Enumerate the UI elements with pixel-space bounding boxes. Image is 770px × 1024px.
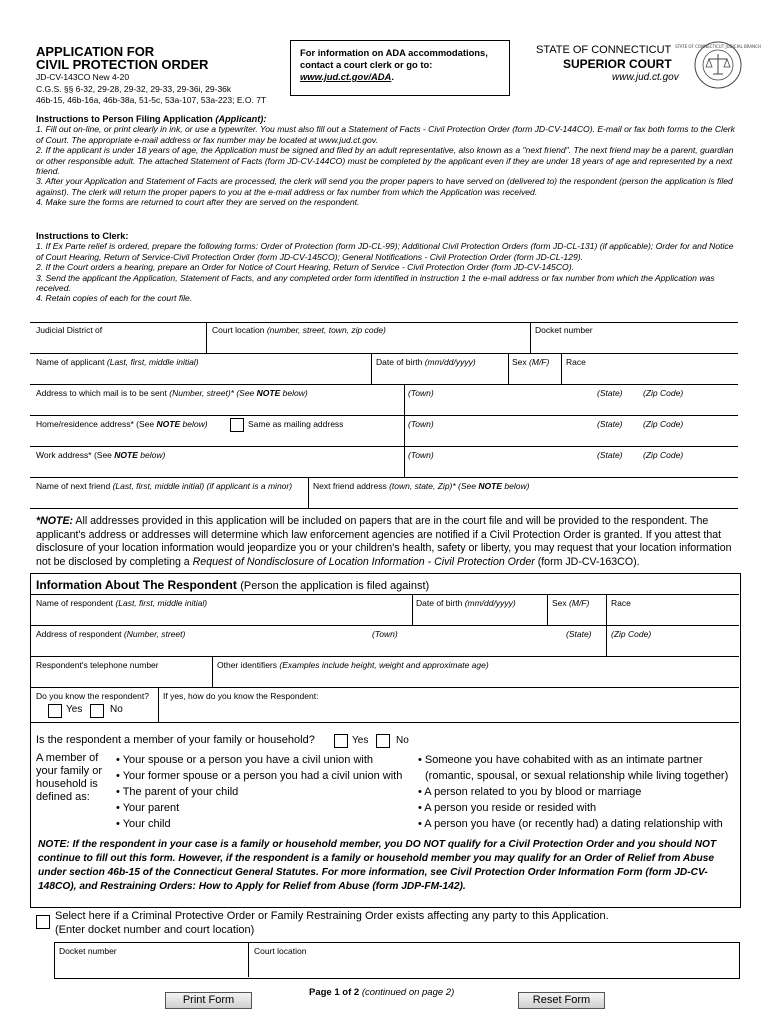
respondent-name-input[interactable] [32, 608, 410, 623]
court-location-input[interactable] [208, 336, 528, 351]
home-zip-label: (Zip Code) [643, 419, 684, 429]
clerk-instructions [36, 231, 738, 304]
family-bullet: • A person you have (or recently had) a dating relationship with [418, 818, 723, 830]
respondent-name-hint: (Last, first, middle initial) [115, 598, 208, 608]
next-friend-name-hint: (Last, first, middle initial) (if applicant is a minor) [112, 481, 293, 491]
family-note: NOTE: If the respondent in your case is a family or household member, you DO NOT qualify for a Civil Protection Order and you should NOT continue to fill out this form. However, if the respondent is a family or household member you may qualify for an Order of Relief from Abuse under section 46b-15 of the Connecticut General Statutes. For more information, see Civil Protection Order Information Form (form JD-CV-148CO), and Restraining Orders: How to Apply for Relief from Abuse (form JDP-FM-142). [38, 839, 717, 892]
sex-hint: (M/F) [529, 357, 550, 367]
court-location-hint: (number, street, town, zip code) [266, 325, 386, 335]
applicant-name-label: Name of applicant [36, 357, 105, 367]
family-bullet: • The parent of your child [116, 786, 239, 798]
work-zip-label: (Zip Code) [643, 450, 684, 460]
mail-address-input[interactable] [32, 398, 402, 413]
next-friend-name-label: Name of next friend [36, 481, 111, 491]
address-note-label: *NOTE: [36, 515, 74, 527]
applicant-instructions [36, 114, 738, 208]
respondent-race-input[interactable] [608, 608, 737, 623]
next-friend-name-input[interactable] [32, 492, 306, 506]
respondent-town-label: (Town) [372, 629, 398, 639]
respondent-sex-hint: (M/F) [569, 598, 590, 608]
docket-number-input[interactable] [532, 336, 736, 351]
dob-label: Date of birth [376, 357, 423, 367]
applicant-name-input[interactable] [32, 367, 369, 382]
print-form-button[interactable]: Print Form [165, 992, 252, 1009]
ada-link-suffix: . [391, 71, 394, 82]
member-definition [36, 752, 102, 804]
svg-text:STATE OF CONNECTICUT JUDICIAL: STATE OF CONNECTICUT JUDICIAL BRANCH [675, 44, 761, 49]
member-def-line-1: A member of [36, 752, 99, 764]
respondent-address-hint: (Number, street) [123, 629, 186, 639]
work-address-input[interactable] [32, 461, 402, 475]
family-bullet: • Your former spouse or a person you had a civil union with [116, 770, 403, 782]
respondent-zip-input[interactable] [608, 639, 737, 654]
family-no-checkbox[interactable] [376, 734, 390, 748]
other-identifiers-label: Other identifiers [217, 660, 277, 670]
applicant-instructions-heading-suffix: (Applicant): [215, 114, 267, 124]
form-title-line2: CIVIL PROTECTION ORDER [36, 57, 209, 72]
home-town-label: (Town) [408, 419, 434, 429]
state-seal-icon [675, 40, 761, 90]
criminal-order-checkbox[interactable] [36, 915, 50, 929]
below-ref-2: below) [182, 419, 208, 429]
respondent-phone-label: Respondent's telephone number [36, 660, 159, 670]
clerk-instructions-heading: Instructions to Clerk: [36, 231, 129, 241]
member-def-line-3: household is [36, 778, 98, 790]
family-yes-label: Yes [352, 735, 369, 746]
family-bullet: • Someone you have cohabited with as an intimate partner [418, 754, 703, 766]
address-note [36, 515, 740, 569]
mail-zip-label: (Zip Code) [643, 388, 684, 398]
criminal-docket-input[interactable] [56, 957, 246, 975]
family-bullets-right [418, 752, 728, 832]
mail-state-label: (State) [597, 388, 623, 398]
respondent-name-label: Name of respondent [36, 598, 114, 608]
work-town-label: (Town) [408, 450, 434, 460]
statutes-line1: C.G.S. §§ 6-32, 29-28, 29-32, 29-33, 29-36i, 29-36k [36, 84, 232, 94]
state-name: STATE OF CONNECTICUT [536, 44, 672, 56]
sex-label: Sex [512, 357, 527, 367]
applicant-instructions-heading: Instructions to Person Filing Application [36, 114, 213, 124]
respondent-dob-input[interactable] [414, 608, 545, 623]
respondent-sex-input[interactable] [549, 608, 604, 623]
know-no-checkbox[interactable] [90, 704, 104, 718]
applicant-instruction-2: 2. If the applicant is under 18 years of age, the Application must be signed and filed by an adult representative, also known as a "next friend". The next friend may be a parent, guardian or other responsible adult. The attached Statement of Facts (form JD-CV-144CO) must be completed by the applicant even if they are under 18 years of age and represented by a next friend. [36, 145, 734, 177]
next-friend-address-hint: (town, state, Zip)* (See [389, 481, 476, 491]
criminal-court-location-input[interactable] [250, 957, 736, 975]
criminal-order-line1: Select here if a Criminal Protective Order or Family Restraining Order exists affecting any party to this Application. [55, 910, 609, 922]
applicant-sex-input[interactable] [510, 367, 559, 382]
respondent-dob-label: Date of birth [416, 598, 463, 608]
applicant-instruction-1: 1. Fill out on-line, or print clearly in ink, or use a typewriter. You must also fill out a Statement of Facts - Civil Protection Order (form JD-CV-144CO). E-mail or fax both forms to the Clerk of Court. The appropriate e-mail address or fax number may be located at www.jud.ct.gov. [36, 124, 735, 145]
work-town-state-zip-input[interactable] [406, 461, 736, 475]
below-ref-4: below) [504, 481, 530, 491]
ada-line2: contact a court clerk or go to: [300, 59, 433, 70]
applicant-instruction-3: 3. After your Application and Statement of Facts are processed, the clerk will send you the proper papers to have served on (delivered to) the respondent (person the application is filed against). The clerk will return the proper papers to you at the e-mail address or fax number from which the Application was received. [36, 176, 733, 197]
mail-address-hint: (Number, street)* (See [169, 388, 255, 398]
how-know-label: If yes, how do you know the Respondent: [163, 691, 319, 701]
family-bullet: • A person you reside or resided with [418, 802, 597, 814]
below-ref-1: below) [282, 388, 308, 398]
judicial-district-input[interactable] [32, 336, 204, 351]
next-friend-address-label: Next friend address [313, 481, 387, 491]
note-ref-3: NOTE [114, 450, 138, 460]
family-bullet: • A person related to you by blood or marriage [418, 786, 642, 798]
page-label: Page 1 of 2 [309, 987, 360, 998]
form-id: JD-CV-143CO New 4-20 [36, 72, 130, 82]
criminal-order-text [55, 909, 609, 937]
respondent-dob-hint: (mm/dd/yyyy) [464, 598, 516, 608]
respondent-phone-input[interactable] [32, 670, 210, 685]
how-know-input[interactable] [160, 701, 737, 720]
criminal-court-location-label: Court location [254, 946, 307, 956]
address-note-text-b: (form JD-CV-163CO). [534, 555, 640, 568]
member-def-line-2: your family or [36, 765, 103, 777]
ada-line1: For information on ADA accommodations, [300, 47, 488, 58]
know-no-label: No [110, 704, 123, 715]
other-identifiers-hint: (Examples include height, weight and approximate age) [279, 660, 489, 670]
work-address-label: Work address* (See [36, 450, 112, 460]
clerk-instruction-3: 3. Send the applicant the Application, Statement of Facts, and any completed order form identified in instruction 1 the e-mail address or fax number from which the Application was received. [36, 272, 715, 294]
address-note-text-a: All addresses provided in this application will be included on papers that are in the court file and will be provided to the respondent. The applicant's address or addresses will determine which law enforcement agencies are notified if a Civil Protection Order is granted. If you attest that disclosure of your location information would jeopardize you or your children's health, safety or liberty, you may request that your location information not be disclosed by completing a [36, 515, 732, 568]
applicant-race-input[interactable] [563, 367, 736, 382]
clerk-instruction-2: 2. If the Court orders a hearing, prepare an Order for Notice of Court Hearing, Return of Service - Civil Protection Order (form JD-CV-145CO). [36, 262, 574, 273]
know-respondent-label: Do you know the respondent? [36, 691, 149, 701]
clerk-instruction-4: 4. Retain copies of each for the court file. [36, 293, 193, 304]
criminal-docket-label: Docket number [59, 946, 117, 956]
note-ref-1: NOTE [256, 388, 281, 398]
family-bullet-continuation: (romantic, spousal, or sexual relationship while living together) [425, 770, 729, 782]
member-def-line-4: defined as: [36, 791, 90, 803]
home-town-state-zip-input[interactable] [406, 430, 736, 444]
respondent-state-label: (State) [566, 629, 592, 639]
mail-address-label: Address to which mail is to be sent [36, 388, 167, 398]
note-ref-2: NOTE [156, 419, 181, 429]
know-yes-checkbox[interactable] [48, 704, 62, 718]
respondent-zip-label: (Zip Code) [611, 629, 652, 639]
home-state-label: (State) [597, 419, 623, 429]
mail-town-label: (Town) [408, 388, 434, 398]
family-no-label: No [396, 735, 409, 746]
court-website: www.jud.ct.gov [612, 72, 679, 83]
home-address-input[interactable] [32, 430, 402, 444]
mail-town-state-zip-input[interactable] [406, 398, 736, 413]
applicant-instruction-4: 4. Make sure the forms are returned to court after they are served on the respondent. [36, 197, 360, 208]
docket-number-label: Docket number [535, 325, 593, 335]
form-title-line1: APPLICATION FOR [36, 44, 155, 59]
statutes-line2: 46b-15, 46b-16a, 46b-38a, 51-5c, 53a-107, 53a-223; E.O. 7T [36, 95, 267, 105]
family-question: Is the respondent a member of your family or household? [36, 734, 315, 746]
ada-info-box [290, 40, 510, 96]
dob-hint: (mm/dd/yyyy) [424, 357, 476, 367]
respondent-sex-label: Sex [552, 598, 567, 608]
respondent-race-label: Race [611, 598, 631, 608]
judicial-district-label: Judicial District of [36, 325, 103, 335]
court-location-label: Court location [212, 325, 265, 335]
respondent-heading: Information About The Respondent [36, 578, 237, 592]
below-ref-3: below) [140, 450, 166, 460]
applicant-name-hint: (Last, first, middle initial) [106, 357, 199, 367]
respondent-address-label: Address of respondent [36, 629, 122, 639]
home-address-label: Home/residence address* (See [36, 419, 155, 429]
respondent-address-input[interactable] [32, 639, 604, 654]
clerk-instruction-1: 1. If Ex Parte relief is ordered, prepare the following forms: Order of Protection (form JD-CL-99); Additional Civil Protection Orders (form JD-CL-131) (if applicable); Order for and Notice of Court Hearing, Return of Service-Civil Protection Order (form JD-CV-145CO); General Notifications - Civil Protection Order (form JD-CL-129). [36, 241, 734, 262]
family-bullet: • Your child [116, 818, 171, 830]
work-state-label: (State) [597, 450, 623, 460]
continued-label: (continued on page 2) [361, 987, 455, 998]
reset-form-button[interactable]: Reset Form [518, 992, 605, 1009]
family-bullets-left [116, 752, 402, 832]
applicant-dob-input[interactable] [373, 367, 506, 382]
ada-link[interactable]: www.jud.ct.gov/ADA [300, 71, 392, 82]
race-label: Race [566, 357, 586, 367]
know-yes-label: Yes [66, 704, 83, 715]
family-bullet: • Your parent [116, 802, 180, 814]
address-note-form-title: Request of Nondisclosure of Location Information - Civil Protection Order [192, 555, 535, 568]
family-bullet: • Your spouse or a person you have a civil union with [116, 754, 374, 766]
respondent-heading-sub: (Person the application is filed against) [240, 580, 430, 592]
same-as-mailing-label: Same as mailing address [248, 419, 344, 429]
other-identifiers-input[interactable] [214, 670, 737, 685]
note-ref-4: NOTE [478, 481, 502, 491]
next-friend-address-input[interactable] [310, 492, 736, 506]
family-yes-checkbox[interactable] [334, 734, 348, 748]
criminal-order-line2: (Enter docket number and court location) [55, 924, 255, 936]
court-name: SUPERIOR COURT [563, 57, 672, 71]
